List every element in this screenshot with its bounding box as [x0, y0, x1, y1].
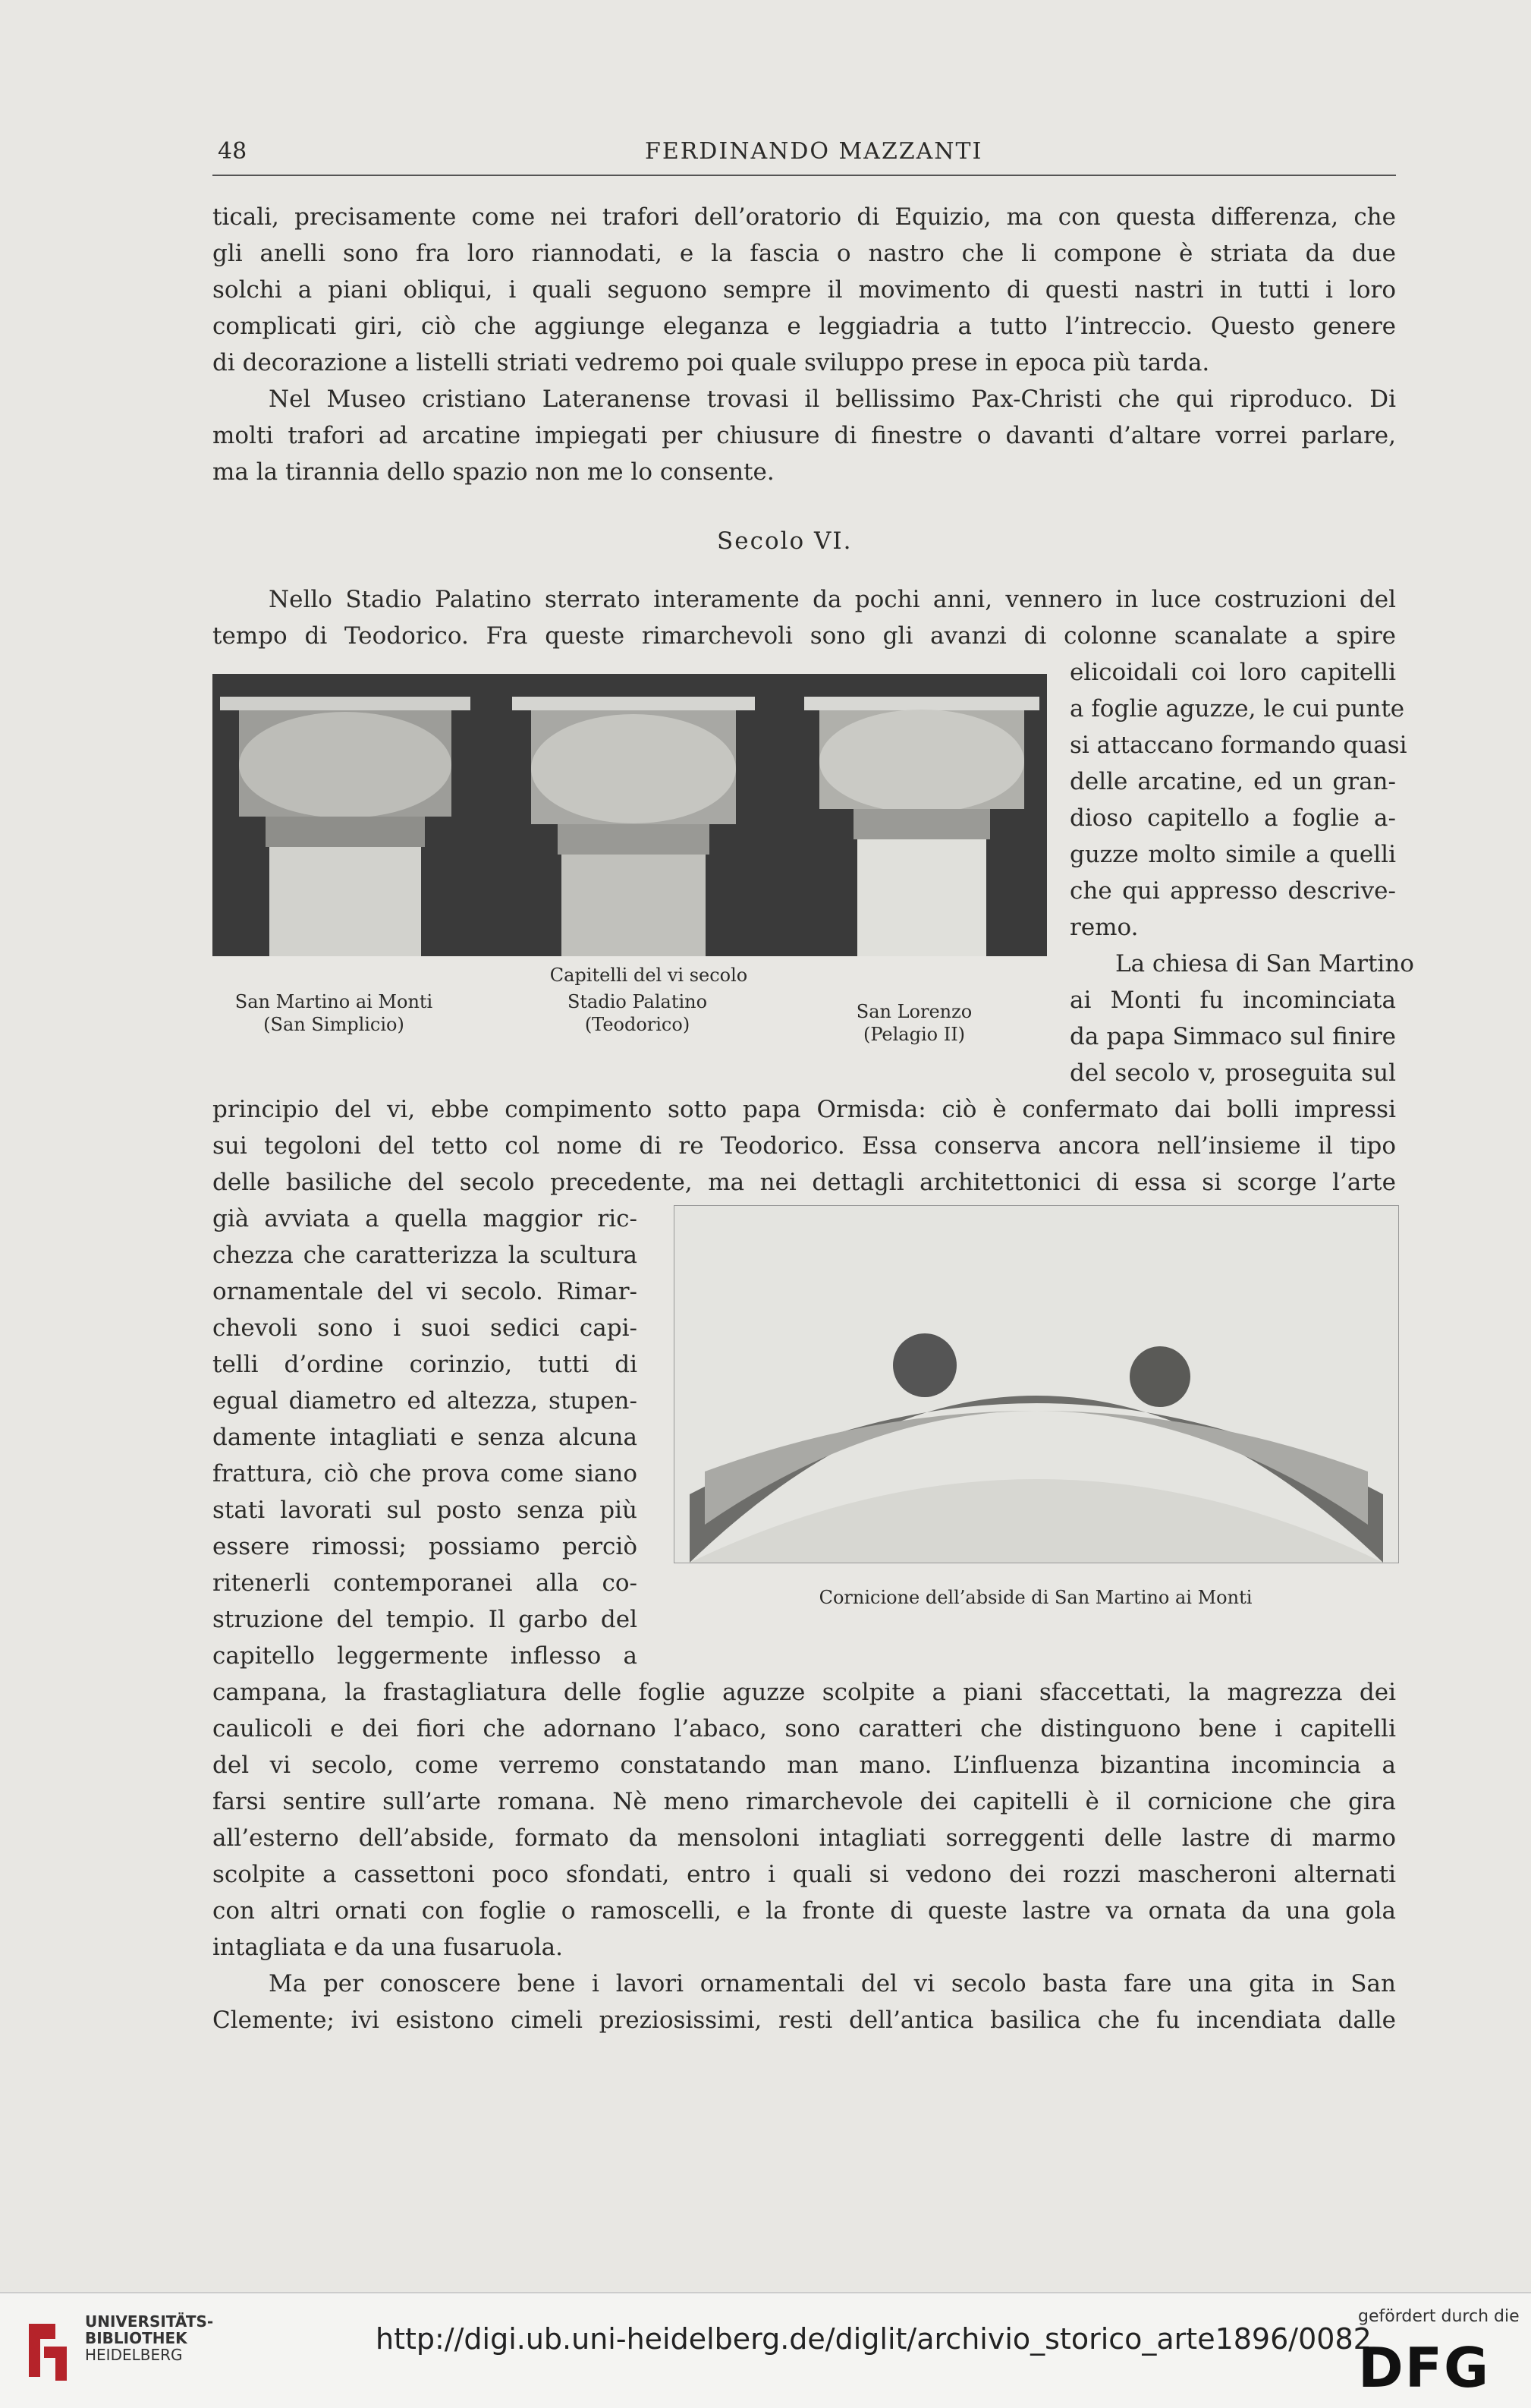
text-line: telli d’ordine corinzio, tutti di — [212, 1351, 637, 1378]
text-line: Nello Stadio Palatino sterrato interamente da pochi anni, vennero in luce costruzioni del — [269, 586, 1396, 613]
text-line: ritenerli contemporanei alla co- — [212, 1569, 637, 1597]
figure-caption-center-2: (Teodorico) — [584, 1014, 690, 1035]
text-line: chezza che caratterizza la scultura — [212, 1242, 637, 1269]
header-rule — [212, 175, 1396, 176]
text-line: si attaccano formando quasi — [1070, 732, 1407, 759]
capitals-illustration — [212, 674, 1047, 956]
text-line: egual diametro ed altezza, stupen- — [212, 1387, 637, 1415]
text-line: scolpite a cassettoni poco sfondati, entro i quali si vedono dei rozzi mascheroni alternati — [212, 1861, 1396, 1888]
figure-caption-left-2: (San Simplicio) — [263, 1014, 404, 1035]
permalink-url[interactable]: http://digi.ub.uni-heidelberg.de/diglit/archivio_storico_arte1896/0082 — [376, 2322, 1372, 2356]
text-line: Ma per conoscere bene i lavori ornamentali del vi secolo basta fare una gita in San — [269, 1970, 1396, 1997]
text-line: con altri ornati con foglie o ramoscelli, e la fronte di queste lastre va ornata da una gola — [212, 1897, 1396, 1925]
text-line: essere rimossi; possiamo perciò — [212, 1533, 637, 1560]
text-line: struzione del tempio. Il garbo del — [212, 1606, 637, 1633]
text-line: gli anelli sono fra loro riannodati, e la fascia o nastro che li compone è striata da due — [212, 240, 1396, 267]
text-line: sui tegoloni del tetto col nome di re Teodorico. Essa conserva ancora nell’insieme il tipo — [212, 1132, 1396, 1160]
text-line: Clemente; ivi esistono cimeli preziosissimi, resti dell’antica basilica che fu incendiata dalle — [212, 2007, 1396, 2034]
footer-bar — [0, 2292, 1531, 2408]
cornice-illustration — [674, 1206, 1398, 1563]
text-line: solchi a piani obliqui, i quali seguono sempre il movimento di questi nastri in tutti i loro — [212, 276, 1396, 304]
figure-caption-center-1: Stadio Palatino — [567, 991, 708, 1012]
text-line: elicoidali coi loro capitelli — [1070, 659, 1396, 686]
figure-caption-right-2: (Pelagio II) — [863, 1024, 966, 1045]
text-line: damente intagliati e senza alcuna — [212, 1424, 637, 1451]
text-line: delle basiliche del secolo precedente, ma nei dettagli architettonici di essa si scorge l’arte — [212, 1169, 1396, 1196]
text-line: frattura, ciò che prova come siano — [212, 1460, 637, 1487]
text-line: già avviata a quella maggior ric- — [212, 1205, 637, 1232]
text-line: remo. — [1070, 914, 1139, 941]
text-line: del vi secolo, come verremo constatando man mano. L’influenza bizantina incomincia a — [212, 1752, 1396, 1779]
dfg-logo: DFG — [1358, 2336, 1491, 2400]
text-line: ornamentale del vi secolo. Rimar- — [212, 1278, 637, 1305]
text-line: del secolo v, proseguita sul — [1070, 1059, 1396, 1087]
text-line: campana, la frastagliatura delle foglie aguzze scolpite a piani sfaccettati, la magrezza dei — [212, 1679, 1396, 1706]
text-line: stati lavorati sul posto senza più — [212, 1497, 637, 1524]
text-line: chevoli sono i suoi sedici capi- — [212, 1314, 637, 1342]
text-line: farsi sentire sull’arte romana. Nè meno rimarchevole dei capitelli è il cornicione che gira — [212, 1788, 1396, 1815]
text-line: ticali, precisamente come nei trafori dell’oratorio di Equizio, ma con questa differenza, che — [212, 203, 1396, 231]
figure-caption-left-1: San Martino ai Monti — [234, 991, 433, 1012]
text-line: intagliata e da una fusaruola. — [212, 1934, 563, 1961]
text-line: complicati giri, ciò che aggiunge eleganza e leggiadria a tutto l’intreccio. Questo genere — [212, 313, 1396, 340]
library-name — [85, 2313, 213, 2363]
capitals-figure — [212, 674, 1047, 956]
library-name-line: HEIDELBERG — [85, 2346, 183, 2364]
text-line: La chiesa di San Martino — [1115, 950, 1414, 977]
text-line: tempo di Teodorico. Fra queste rimarchevoli sono gli avanzi di colonne scanalate a spire — [212, 622, 1396, 650]
text-line: ma la tirannia dello spazio non me lo consente. — [212, 458, 775, 486]
running-title: FERDINANDO MAZZANTI — [645, 138, 983, 165]
figure-caption-main: Capitelli del vi secolo — [549, 965, 748, 986]
text-line: caulicoli e dei fiori che adornano l’abaco, sono caratteri che distinguono bene i capitelli — [212, 1715, 1396, 1742]
cornice-caption: Cornicione dell’abside di San Martino ai Monti — [819, 1587, 1253, 1608]
text-line: molti trafori ad arcatine impiegati per chiusure di finestre o davanti d’altare vorrei parlare, — [212, 422, 1396, 449]
text-line: dioso capitello a foglie a- — [1070, 804, 1396, 832]
funded-by-label: gefördert durch die — [1358, 2307, 1520, 2326]
text-line: Nel Museo cristiano Lateranense trovasi il bellissimo Pax-Christi che qui riproduco. Di — [269, 386, 1396, 413]
library-name-line: UNIVERSITÄTS- — [85, 2312, 214, 2331]
text-line: delle arcatine, ed un gran- — [1070, 768, 1396, 795]
text-line: di decorazione a listelli striati vedremo poi quale sviluppo prese in epoca più tarda. — [212, 349, 1210, 376]
text-line: guzze molto simile a quelli — [1070, 841, 1396, 868]
library-logo-icon — [21, 2316, 74, 2384]
cornice-figure — [674, 1205, 1399, 1563]
text-line: capitello leggermente inflesso a — [212, 1642, 637, 1670]
text-line: che qui appresso descrive- — [1070, 877, 1396, 905]
text-line: da papa Simmaco sul finire — [1070, 1023, 1396, 1050]
section-title: Secolo VI. — [717, 527, 853, 555]
page-number: 48 — [218, 138, 247, 165]
library-name-line: BIBLIOTHEK — [85, 2329, 187, 2347]
text-line: a foglie aguzze, le cui punte — [1070, 695, 1405, 722]
text-line: ai Monti fu incominciata — [1070, 987, 1396, 1014]
text-line: principio del vi, ebbe compimento sotto papa Ormisda: ciò è confermato dai bolli impressi — [212, 1096, 1396, 1123]
figure-caption-right-1: San Lorenzo — [856, 1001, 973, 1022]
text-line: all’esterno dell’abside, formato da mensoloni intagliati sorreggenti delle lastre di marmo — [212, 1824, 1396, 1852]
